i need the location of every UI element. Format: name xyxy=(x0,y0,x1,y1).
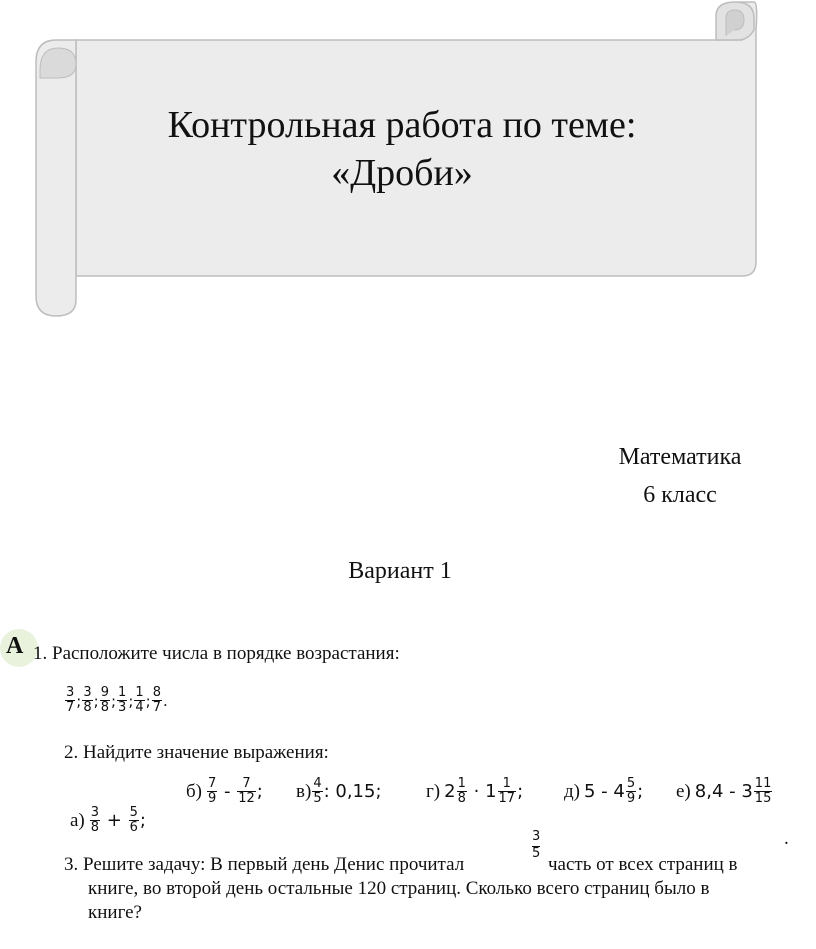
task2-d-f1: $\frac{5}{9}$ xyxy=(626,776,636,806)
subject-name: Математика xyxy=(618,444,742,470)
task2-g-f1: $\frac{1}{8}$ xyxy=(457,776,466,806)
task3-line1-post: часть от всех страниц в xyxy=(548,854,738,875)
task1-fraction: $\frac{8}{7}$ xyxy=(152,685,161,715)
task2-prompt: 2. Найдите значение выражения: xyxy=(64,742,329,763)
task1-end: . xyxy=(163,691,168,710)
task2-v xyxy=(296,777,382,806)
task2-d: д) 5 - 4 $\frac{5}{9}$ ; xyxy=(564,776,644,806)
subject-grade: 6 класс xyxy=(643,482,717,508)
task1-separator: ; xyxy=(76,691,82,710)
task2-b-op: - xyxy=(224,781,231,802)
task2-a-label: а) xyxy=(70,809,85,831)
task2-a-f2: $\frac{5}{6}$ xyxy=(129,805,138,835)
task2-b: б) $\frac{7}{9}$ - $\frac{7}{12}$ ; xyxy=(186,776,263,806)
task1-fractions xyxy=(64,686,168,715)
task3-fraction-numerator: 3 xyxy=(532,829,541,844)
task2-a: а) $\frac{3}{8}$ + $\frac{5}{6}$ ; xyxy=(70,805,146,835)
task2-v-label: в) xyxy=(296,780,312,802)
task1-fraction: $\frac{1}{3}$ xyxy=(118,685,127,715)
task2-g-label: г) xyxy=(426,780,441,802)
task2-a-f1: $\frac{3}{8}$ xyxy=(90,805,100,835)
task3-fraction xyxy=(532,830,540,861)
task2-b-f2: $\frac{7}{12}$ xyxy=(238,776,255,806)
task1-separator: ; xyxy=(145,691,151,710)
task2-g: г) 2 $\frac{1}{8}$ · 1 $\frac{1}{17}$ ; xyxy=(426,776,524,806)
task3-line2: книге, во второй день остальные 120 страниц. Сколько всего страниц было в xyxy=(88,878,710,899)
task2-b-label: б) xyxy=(186,780,202,802)
task2-b-f1: $\frac{7}{9}$ xyxy=(208,776,217,806)
task1-prompt: 1. Расположите числа в порядке возрастания: xyxy=(33,643,400,664)
title-line-2: «Дроби» xyxy=(331,152,473,194)
variant-label: Вариант 1 xyxy=(348,558,452,584)
task1-separator: ; xyxy=(110,691,117,710)
task2-d-label: д) xyxy=(564,780,580,802)
task2-g-f2: $\frac{1}{17}$ xyxy=(498,776,516,806)
task1-fraction: $\frac{3}{8}$ xyxy=(83,685,92,715)
task3-line3: книге? xyxy=(88,902,142,923)
task2-v-f1: $\frac{4}{5}$ xyxy=(313,776,322,806)
task1-separator: ; xyxy=(93,691,99,710)
task2-e-label: е) xyxy=(676,780,691,802)
task1-fraction: $\frac{9}{8}$ xyxy=(100,685,109,715)
section-badge-letter: А xyxy=(6,633,24,659)
task3-line1-pre: 3. Решите задачу: В первый день Денис прочитал xyxy=(64,854,465,875)
task2-v-rest: : 0,15; xyxy=(323,781,382,802)
task2-dot: . xyxy=(784,828,789,849)
task3-fraction-denominator: 5 xyxy=(532,846,541,861)
task1-fraction: $\frac{1}{4}$ xyxy=(135,685,144,715)
task2-e-f1: $\frac{11}{15}$ xyxy=(754,776,772,806)
task1-separator: ; xyxy=(128,691,134,710)
task2-e: е) 8,4 - 3 $\frac{11}{15}$ xyxy=(676,776,772,806)
title-line-1: Контрольная работа по теме: xyxy=(167,104,637,146)
task1-fraction: $\frac{3}{7}$ xyxy=(66,685,75,715)
